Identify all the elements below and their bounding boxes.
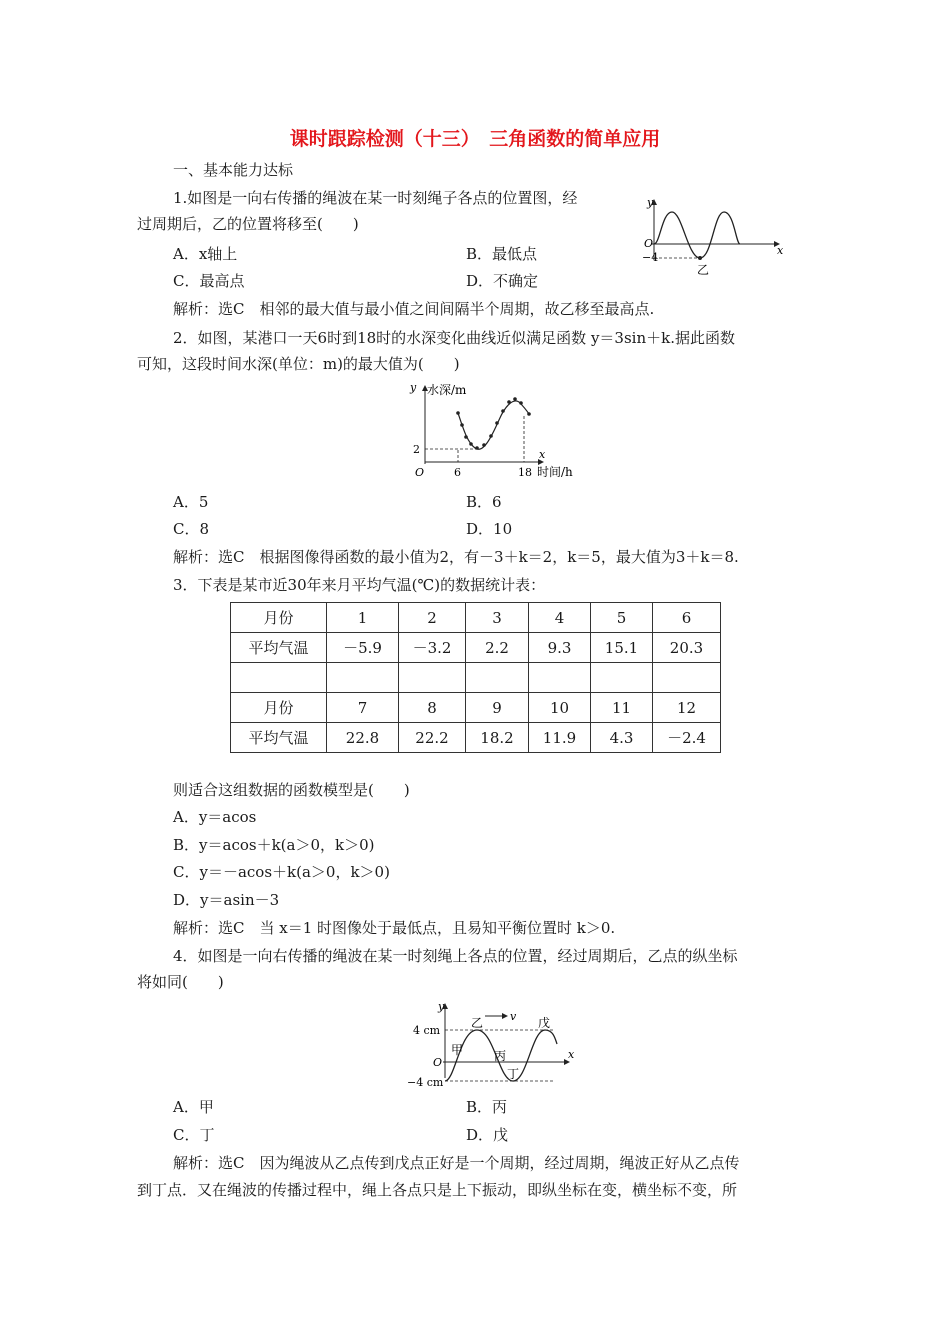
table-cell: 11 [591, 693, 653, 723]
q4-option-d: D．戊 [466, 1126, 509, 1144]
q4-fig-bing: 丙 [494, 1049, 507, 1063]
q4-option-c: C．丁 [173, 1126, 215, 1144]
q2-fig-ylabel: 水深/m [427, 383, 467, 397]
table-cell: 18.2 [466, 723, 529, 753]
table-cell: 11.9 [529, 723, 591, 753]
table-cell: 平均气温 [231, 633, 327, 663]
q2-fig-eighteen: 18 [518, 466, 532, 479]
q4-option-b: B．丙 [466, 1098, 508, 1116]
q1-option-b: B．最低点 [466, 245, 538, 263]
table-cell: －2.4 [653, 723, 721, 753]
table-cell [591, 663, 653, 693]
table-cell [399, 663, 466, 693]
table-cell [653, 663, 721, 693]
q1-fig-minus4: −4 [642, 251, 659, 264]
table-cell: 20.3 [653, 633, 721, 663]
table-cell: 2 [399, 603, 466, 633]
table-cell [231, 663, 327, 693]
q2-stem-line1: 2．如图，某港口一天6时到18时的水深变化曲线近似满足函数 y＝3sin＋k.据此函数 [173, 329, 735, 347]
q4-fig-origin: O [433, 1056, 443, 1069]
q2-fig-x-label: x [539, 448, 546, 461]
table-cell: 22.2 [399, 723, 466, 753]
table-cell: 9.3 [529, 633, 591, 663]
q1-option-a: A．x轴上 [173, 245, 238, 263]
q1-option-c: C．最高点 [173, 272, 245, 290]
q1-fig-y-label: y [647, 196, 654, 209]
table-cell [466, 663, 529, 693]
q1-option-d: D．不确定 [466, 272, 539, 290]
q4-analysis-line1: 解析：选C 因为绳波从乙点传到戊点正好是一个周期，经过周期，绳波正好从乙点传 [173, 1154, 740, 1172]
q4-fig-x-label: x [568, 1048, 575, 1061]
q3-option-d: D．y＝asin－3 [173, 891, 280, 909]
table-cell [327, 663, 399, 693]
q4-analysis-line2: 到丁点．又在绳波的传播过程中，绳上各点只是上下振动，即纵坐标在变，横坐标不变，所 [137, 1181, 738, 1199]
table-cell: －3.2 [399, 633, 466, 663]
q3-option-b: B．y＝acos＋k(a＞0，k＞0) [173, 836, 375, 854]
q2-option-c: C．8 [173, 520, 210, 538]
q1-analysis: 解析：选C 相邻的最大值与最小值之间间隔半个周期，故乙移至最高点. [173, 300, 655, 318]
q4-option-a: A．甲 [173, 1098, 214, 1116]
table-cell: －5.9 [327, 633, 399, 663]
table-cell: 1 [327, 603, 399, 633]
q3-option-a: A．y＝acos [173, 808, 257, 826]
q3-analysis: 解析：选C 当 x＝1 时图像处于最低点，且易知平衡位置时 k＞0. [173, 919, 616, 937]
q2-option-a: A．5 [173, 493, 209, 511]
q2-stem-line2: 可知，这段时间水深(单位：m)的最大值为( ) [137, 355, 460, 373]
q4-wave-figure [405, 998, 585, 1088]
table-cell: 12 [653, 693, 721, 723]
table-cell: 6 [653, 603, 721, 633]
table-cell: 9 [466, 693, 529, 723]
table-cell: 7 [327, 693, 399, 723]
q2-depth-figure [405, 378, 585, 488]
section-heading: 一、基本能力达标 [173, 161, 294, 179]
q2-analysis: 解析：选C 根据图像得函数的最小值为2，有－3＋k＝2，k＝5，最大值为3＋k＝8. [173, 548, 739, 566]
table-row [231, 663, 721, 693]
table-cell: 5 [591, 603, 653, 633]
table-cell: 8 [399, 693, 466, 723]
q4-fig-wu: 戊 [538, 1016, 551, 1030]
q4-fig-ding: 丁 [507, 1067, 520, 1081]
q4-fig-y-label: y [438, 1000, 445, 1013]
table-cell: 10 [529, 693, 591, 723]
q4-stem-line2: 将如同( ) [137, 973, 224, 991]
temperature-table [230, 602, 721, 753]
table-cell: 15.1 [591, 633, 653, 663]
q2-fig-origin: O [415, 466, 425, 479]
q3-option-c: C．y＝－acos＋k(a＞0，k＞0) [173, 863, 390, 881]
q4-stem-line1: 4．如图是一向右传播的绳波在某一时刻绳上各点的位置，经过周期后，乙点的纵坐标 [173, 947, 738, 965]
q1-fig-yi: 乙 [697, 263, 710, 277]
table-row [231, 693, 721, 723]
q2-fig-xlabel: 时间/h [537, 465, 573, 479]
table-cell: 月份 [231, 603, 327, 633]
q2-fig-six: 6 [454, 466, 461, 479]
q1-fig-origin: O [644, 237, 654, 250]
q1-wave-figure [640, 190, 790, 275]
table-cell: 平均气温 [231, 723, 327, 753]
table-cell: 22.8 [327, 723, 399, 753]
table-cell: 月份 [231, 693, 327, 723]
q1-fig-x-label: x [777, 244, 784, 257]
q4-fig-four: 4 cm [413, 1024, 441, 1037]
table-cell: 3 [466, 603, 529, 633]
table-cell: 4.3 [591, 723, 653, 753]
q3-stem: 3．下表是某市近30年来月平均气温(℃)的数据统计表： [173, 576, 546, 594]
q2-fig-two: 2 [413, 443, 420, 456]
q3-question: 则适合这组数据的函数模型是( ) [173, 781, 410, 799]
q4-fig-minus4: −4 cm [407, 1076, 444, 1089]
table-row [231, 603, 721, 633]
q1-stem-line2: 过周期后，乙的位置将移至( ) [137, 215, 359, 233]
q2-option-b: B．6 [466, 493, 502, 511]
q1-stem-line1: 1.如图是一向右传播的绳波在某一时刻绳子各点的位置图，经 [173, 189, 578, 207]
table-cell: 4 [529, 603, 591, 633]
q4-fig-yi: 乙 [471, 1016, 484, 1030]
q2-option-d: D．10 [466, 520, 513, 538]
page-title: 课时跟踪检测（十三） 三角函数的简单应用 [289, 128, 661, 150]
q2-fig-y-label: y [410, 381, 417, 394]
table-row [231, 633, 721, 663]
q4-fig-jia: 甲 [451, 1043, 464, 1057]
table-cell [529, 663, 591, 693]
q4-fig-v-label: v [510, 1010, 517, 1023]
table-row [231, 723, 721, 753]
table-cell: 2.2 [466, 633, 529, 663]
